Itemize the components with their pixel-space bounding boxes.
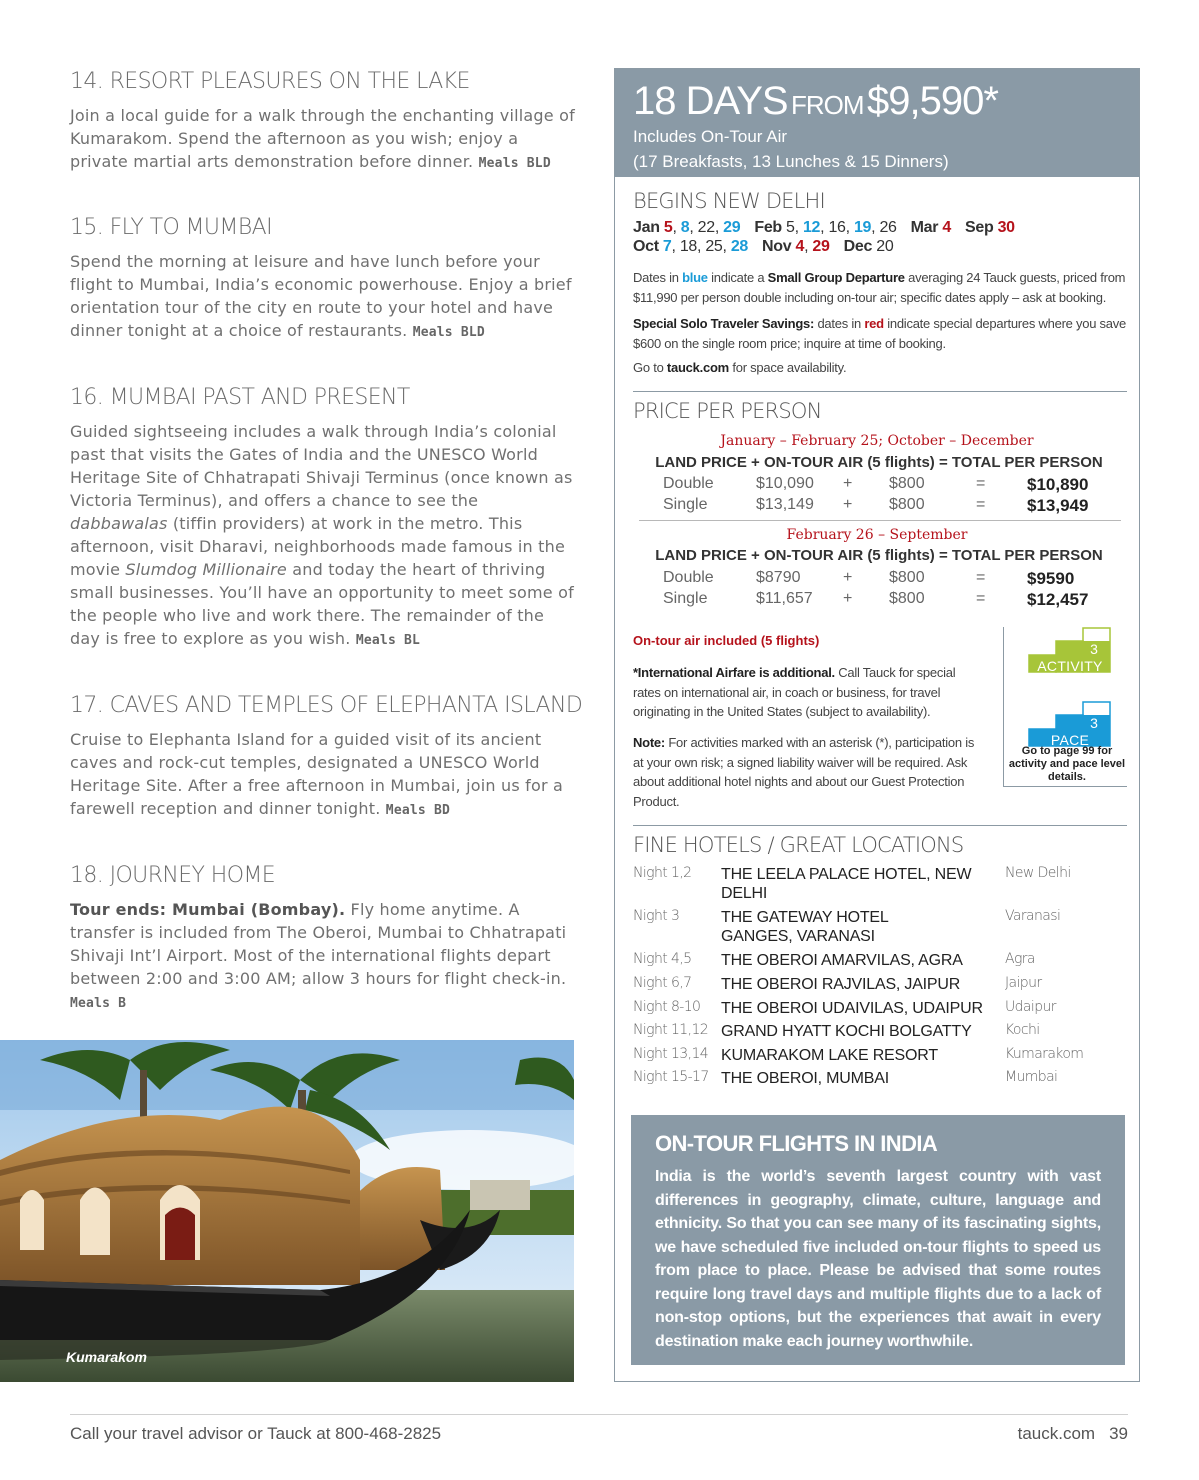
departure-date: 7 bbox=[662, 238, 672, 255]
price-title: PRICE PER PERSON bbox=[633, 399, 822, 423]
intl-airfare-note: *International Airfare is additional. Call Tauck for special rates on international air, in coach or business, for travel originating in the United States (subject to availability). bbox=[633, 665, 956, 719]
activity-note: Note: For activities marked with an asterisk (*), participation is at your own risk; a signed liability waiver will be required. Ask about additional hotel nights and about our Guest Protection Product. bbox=[633, 735, 975, 809]
day-title: 18. JOURNEY HOME bbox=[70, 863, 276, 888]
meals-code: Meals BL bbox=[355, 633, 421, 648]
day-14 bbox=[70, 68, 575, 175]
headline: 18 DAYS FROM $9,590* bbox=[633, 79, 998, 123]
departure-date: 29 bbox=[812, 238, 830, 255]
meals-code: Meals BLD bbox=[478, 156, 551, 171]
levels-note: Go to page 99 for activity and pace level details. bbox=[1008, 745, 1126, 783]
meals-line: (17 Breakfasts, 13 Lunches & 15 Dinners) bbox=[633, 152, 949, 171]
month-label: Jan bbox=[633, 219, 664, 236]
tauck-link[interactable]: tauck.com bbox=[666, 360, 729, 375]
departure-date: 28 bbox=[730, 238, 749, 255]
pace-label: PACE bbox=[1050, 732, 1090, 748]
divider bbox=[639, 520, 1121, 521]
day-description: Join a local guide for a walk through the enchanting village of Kumarakom. Spend the afternoon as you wish; enjoy a private martial arts demonstration before dinner. Meals BLD bbox=[70, 106, 575, 171]
photo-caption: Kumarakom bbox=[66, 1349, 147, 1365]
departure-dates-row-2: Oct 7, 18, 25, 28 Nov 4, 29 Dec 20 bbox=[633, 238, 894, 255]
day-15 bbox=[70, 214, 575, 344]
price-formula-1: LAND PRICE + ON-TOUR AIR (5 flights) = TOTAL PER PERSON bbox=[655, 454, 1103, 471]
day-title: 15. FLY TO MUMBAI bbox=[70, 215, 272, 240]
activity-pace-box bbox=[1003, 627, 1127, 787]
meals-code: Meals BLD bbox=[412, 325, 485, 340]
day-title: 16. MUMBAI PAST AND PRESENT bbox=[70, 385, 410, 410]
price-row-double-2: Double $8790 + $800 = $9590 bbox=[663, 569, 1075, 588]
day-description: Guided sightseeing includes a walk through India’s colonial past that visits the Gates of India and the UNESCO World Heritage Site of Chhatrapati Shivaji Terminus (once known as Victoria Terminus), and offers a chance to see the dabbawalas (tiffin providers) at work in the metro. This afternoon, visit Dharavi, neighborhoods made famous in the movie Slumdog Millionaire and today the heart of thriving small businesses. You’ll have an opportunity to meet some of the people who live and work there. The remainder of the day is free to explore as you wish. Meals BL bbox=[70, 422, 574, 648]
departure-date: 19 bbox=[853, 219, 872, 236]
departure-date: 20 bbox=[876, 238, 894, 255]
departure-date: 26 bbox=[879, 219, 897, 236]
day-17 bbox=[70, 692, 583, 822]
day-18 bbox=[70, 862, 575, 1015]
departure-date: 18 bbox=[679, 238, 698, 255]
footer-divider bbox=[70, 1414, 1128, 1415]
includes-line: Includes On-Tour Air bbox=[633, 127, 788, 146]
month-label: Oct bbox=[633, 238, 663, 255]
departure-date: 8 bbox=[680, 219, 690, 236]
page-number: 39 bbox=[1109, 1424, 1128, 1443]
month-label: Nov bbox=[762, 238, 796, 255]
divider bbox=[633, 391, 1127, 392]
footer-right bbox=[1018, 1424, 1128, 1444]
month-label: Feb bbox=[754, 219, 787, 236]
on-tour-flights-box bbox=[631, 1115, 1125, 1365]
day-description: Cruise to Elephanta Island for a guided visit of its ancient caves and rock-cut temples, designated a UNESCO World Heritage Site. After a free afternoon in Mumbai, join us for a farewell reception and dinner tonight. Meals BD bbox=[70, 730, 564, 818]
solo-traveler-note: Special Solo Traveler Savings: dates in red indicate special departures where you save $600 on the single room price; inquire at time of booking. bbox=[633, 316, 1127, 351]
price-row-double-1: Double $10,090 + $800 = $10,890 bbox=[663, 475, 1089, 494]
tour-info-panel: 18 DAYS FROM $9,590* Includes On-Tour Air (17 Breakfasts, 13 Lunches & 15 Dinners) BEGINS NEW DELHI Jan 5, 8, 22, 29 Feb 5, 12, 16, 19, 26 Mar 4 Sep 30 Oct 7, 18, 25, 28 Nov 4, 29 Dec 20 Dates in blue indicate a Small Group Departure averaging 24 Tauck guests, priced from $11,990 per person double including on-tour air; specific dates apply – ask at booking. Special Solo Traveler Savings: dates in red indicate special departures where you save $600 on the single room price; inquire at time of booking. Go to tauck.com for space availability. PRICE PER PERSON January – February 25; October – December LAND PRICE + ON-TOUR AIR (5 flights) = TOTAL PER PERSON Double $10,090 + $800 = $10,890 Single $13,149 + $800 = $13,949 February 26 – September LAND PRICE + ON-TOUR AIR (5 flights) = TOTAL PER PERSON Double $8790 + $800 = $9590 Single $11,657 + $800 = $12,457 On-tour air included (5 flights) *International Airfare is additional. Call Tauck for special rates on international air, in coach or business, for travel originating in the United States (subject to availability). Note: For activities marked with an asterisk (*), participation is at your own risk; a signed liability waiver will be required. Ask about additional hotel nights and about our Guest Protection Product. 3 ACTIVITY 3 PACE Go to page 99 for activity and pace level details. FINE HOTELS / GREAT LOCATIONS Night 1,2 THE LEELA PALACE HOTEL, NEW DELHI New Delhi Night 3 THE GATEWAY HOTEL GANGES, VARANASI Varanasi Night 4,5 THE OBEROI AMARVILAS, AGRA Agra Night 6,7 THE OBEROI RAJVILAS, JAIPUR Jaipur Night 8-10 THE OBEROI UDAIVILAS, UDAIPUR Udaipur Night 11,12 GRAND HYATT KOCHI BOLGATTY Kochi Night 13,14 KUMARAKOM LAKE RESORT Kumarakom Night 15-17 THE OBEROI, MUMBAI Mumbai ON-TOUR FLIGHTS IN INDIA India is the world’s seventh largest country with vast differences in geography, climate, culture, language and ethnicity. So that you can see many of its fascinating sights, we have scheduled five included on-tour flights to speed us from place to place. Please be advised that some routes require long travel days and multiple flights due to a lack of non-stop options, but the experiences that await in every destination make each journey worthwhile. bbox=[614, 68, 1140, 1382]
period-label-1: January – February 25; October – December bbox=[720, 433, 1034, 449]
flights-title: ON-TOUR FLIGHTS IN INDIA bbox=[655, 1131, 938, 1156]
month-label: Dec bbox=[843, 238, 877, 255]
footer-site-link[interactable]: tauck.com bbox=[1017, 1424, 1096, 1443]
begins-title: BEGINS NEW DELHI bbox=[633, 189, 825, 213]
footer-phone: Call your travel advisor or Tauck at 800-468-2825 bbox=[70, 1424, 442, 1443]
month-label: Sep bbox=[964, 219, 998, 236]
departure-date: 25 bbox=[705, 238, 723, 255]
air-included-note: On-tour air included (5 flights) bbox=[633, 633, 820, 648]
month-label: Mar bbox=[910, 219, 943, 236]
departure-date: 22 bbox=[697, 219, 715, 236]
price-row-single-1: Single $13,149 + $800 = $13,949 bbox=[663, 496, 1089, 515]
departure-date: 5 bbox=[786, 219, 795, 236]
departure-date: 29 bbox=[723, 219, 741, 236]
day-title: 17. CAVES AND TEMPLES OF ELEPHANTA ISLAND bbox=[70, 693, 583, 718]
departure-date: 4 bbox=[942, 219, 951, 236]
pace-meter bbox=[1028, 701, 1112, 747]
departure-date: 30 bbox=[997, 219, 1015, 236]
period-label-2: February 26 – September bbox=[786, 527, 968, 543]
small-group-note: Dates in blue indicate a Small Group Departure averaging 24 Tauck guests, priced from $11,990 per person double including on-tour air; specific dates apply – ask at booking. bbox=[633, 270, 1126, 305]
activity-meter bbox=[1028, 627, 1112, 673]
departure-date: 4 bbox=[795, 238, 805, 255]
departure-date: 12 bbox=[802, 219, 821, 236]
flights-text: India is the world’s seventh largest country with vast differences in geography, climate, culture, language and ethnicity. So that you can see many of its fascinating sights, we have scheduled five included on-tour flights to speed us from place to place. Please be advised that some routes require long travel days and multiple flights due to a lack of non-stop options, but the experiences that await in every destination make each journey worthwhile. bbox=[655, 1168, 1101, 1350]
departure-date: 16 bbox=[828, 219, 846, 236]
divider bbox=[633, 825, 1127, 826]
pace-level: 3 bbox=[1090, 715, 1098, 731]
activity-label: ACTIVITY bbox=[1037, 658, 1103, 674]
meals-code: Meals B bbox=[70, 996, 127, 1011]
kumarakom-houseboat-photo bbox=[0, 1040, 574, 1382]
price-formula-2: LAND PRICE + ON-TOUR AIR (5 flights) = TOTAL PER PERSON bbox=[655, 547, 1103, 564]
day-description: Spend the morning at leisure and have lunch before your flight to Mumbai, India’s economic powerhouse. Enjoy a brief orientation tour of the city en route to your hotel and have dinner tonight at a choice of restaurants. Meals BLD bbox=[70, 252, 572, 340]
hotels-title: FINE HOTELS / GREAT LOCATIONS bbox=[633, 833, 964, 857]
day-16 bbox=[70, 384, 575, 652]
day-title: 14. RESORT PLEASURES ON THE LAKE bbox=[70, 69, 470, 94]
price-header bbox=[615, 69, 1139, 177]
availability-note: Go to tauck.com for space availability. bbox=[633, 360, 847, 375]
departure-date: 5 bbox=[663, 219, 673, 236]
day-description: Tour ends: Mumbai (Bombay). Fly home anytime. A transfer is included from The Oberoi, Mumbai to Chhatrapati Shivaji Int’l Airport. Most of the international flights depart between 2:00 and 3:00 AM; allow 3 hours for flight check-in. Meals B bbox=[70, 900, 567, 1011]
activity-level: 3 bbox=[1090, 641, 1098, 657]
departure-dates-row-1: Jan 5, 8, 22, 29 Feb 5, 12, 16, 19, 26 Mar 4 Sep 30 bbox=[633, 219, 1015, 236]
price-row-single-2: Single $11,657 + $800 = $12,457 bbox=[663, 590, 1089, 609]
meals-code: Meals BD bbox=[385, 803, 451, 818]
